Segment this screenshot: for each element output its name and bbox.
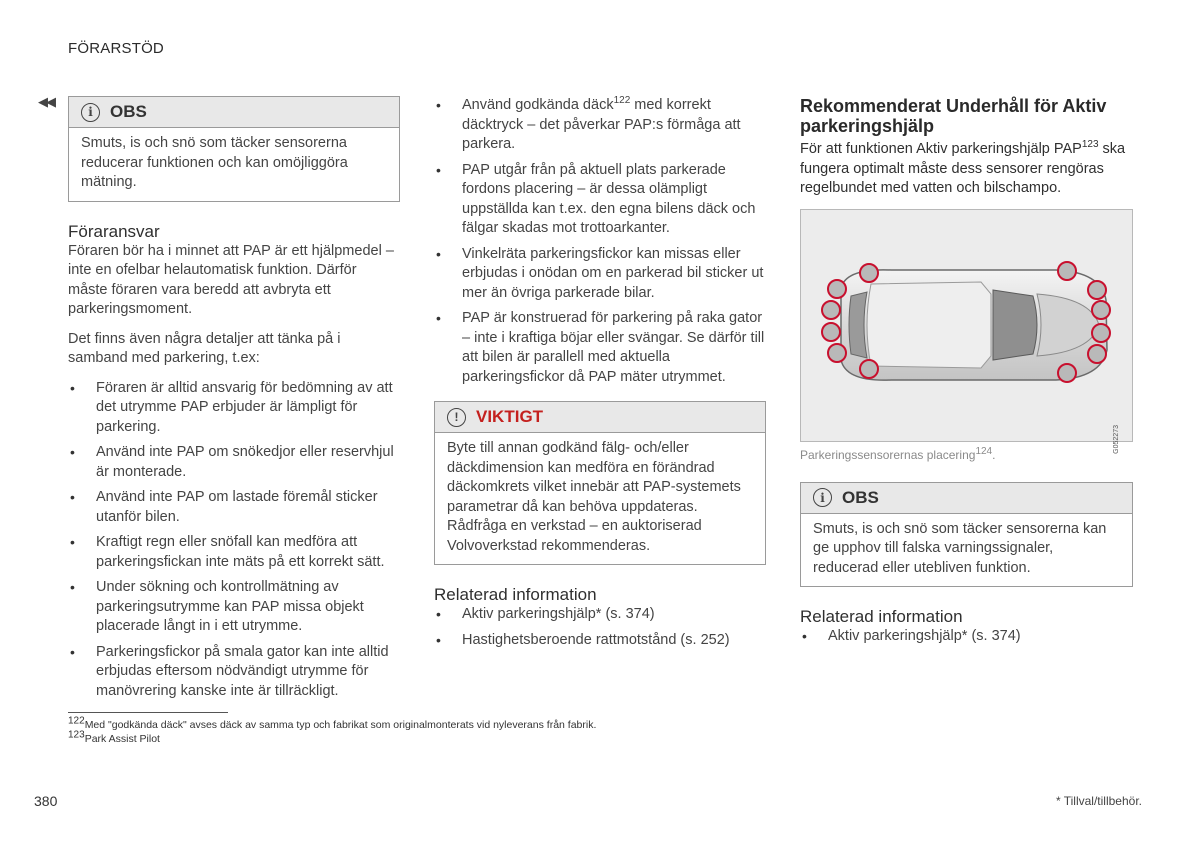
page-number: 380 <box>34 793 58 809</box>
footnote-number: 122 <box>68 715 85 727</box>
caption-text: Parkeringssensorernas placering <box>800 447 976 462</box>
sensor-ring <box>822 323 840 341</box>
info-icon: i <box>81 103 100 122</box>
list-item-text: Använd godkända däck <box>462 97 614 113</box>
obs-title: OBS <box>110 102 147 121</box>
related-info-heading: Relaterad information <box>434 585 597 604</box>
list-item: • Under sökning och kontrollmätning av parkeringsutrymme kan PAP missa objekt placerade långt in i ett utrymme. <box>68 578 400 637</box>
list-item: • Använd inte PAP om snökedjor eller reservhjul är monterade. <box>68 443 400 482</box>
list-item-text: med korrekt däcktryck – det påverkar PAP:s förmåga att parkera. <box>462 97 741 152</box>
paragraph: Föraren bör ha i minnet att PAP är ett hjälpmedel – inte en ofelbar helautomatisk funktion. Därför måste föraren vara beredd att avbryta ett parkeringsmoment. <box>68 242 394 317</box>
warning-notice-header <box>435 402 765 433</box>
figure-code: G052273 <box>1113 424 1120 454</box>
info-icon: i <box>813 488 832 507</box>
footnote-ref-122[interactable]: 122 <box>613 95 631 107</box>
footnote-123 <box>68 729 160 745</box>
sensor-ring <box>1058 262 1076 280</box>
footnote-ref-123[interactable]: 123 <box>1081 139 1099 151</box>
intro-paragraph <box>800 140 1133 199</box>
maintenance-heading: Rekommenderat Underhåll för Aktiv parkeringshjälp <box>800 96 1107 136</box>
sensor-ring <box>828 280 846 298</box>
car-rear-window <box>849 292 867 358</box>
figure-caption <box>800 445 1133 462</box>
warning-title: VIKTIGT <box>476 407 544 426</box>
section-heading-foraransvar: Föraransvar <box>68 221 160 241</box>
bullet-list <box>434 96 766 387</box>
sensor-ring <box>1092 301 1110 319</box>
list-item: • PAP utgår från på aktuell plats parkerade fordons placering – är dessa olämpligt uppställda kan t.ex. den egna bilens däck och fälgar skadas mot trottoarkanter. <box>434 161 766 239</box>
column-middle <box>434 96 766 656</box>
sensor-ring <box>1058 364 1076 382</box>
list-item: • Kraftigt regn eller snöfall kan medföra att parkeringsfickan inte mäts på ett korrekt sätt. <box>68 533 400 572</box>
exclamation-icon: ! <box>447 408 466 427</box>
obs-notice-header <box>801 483 1132 514</box>
footer-note: * Tillval/tillbehör. <box>1055 794 1142 808</box>
obs-notice <box>800 482 1133 588</box>
footnote-ref-124[interactable]: 124 <box>975 445 993 457</box>
related-info-heading: Relaterad information <box>800 607 963 626</box>
obs-notice <box>68 96 400 202</box>
obs-notice-header <box>69 97 399 128</box>
list-item: • Föraren är alltid ansvarig för bedömning av att det utrymme PAP erbjuder är lämpligt för parkering. <box>68 379 400 438</box>
list-item: • Använd inte PAP om lastade föremål sticker utanför bilen. <box>68 488 400 527</box>
footnote-text: Med "godkända däck" avses däck av samma typ och fabrikat som originalmonterats vid nyleverans från fabrik. <box>84 719 597 731</box>
list-item: • Parkeringsfickor på smala gator kan inte alltid erbjudas eftersom nödvändigt utrymme för manövrering kanske inte är tillräckligt. <box>68 643 400 702</box>
obs-text: Smuts, is och snö som täcker sensorerna kan ge upphov till falska varningssignaler, reducerad eller utebliven funktion. <box>813 520 1107 576</box>
obs-text: Smuts, is och snö som täcker sensorerna reducerar funktionen och kan omöjliggöra mätning. <box>81 135 348 190</box>
sensor-ring <box>822 301 840 319</box>
sensor-ring <box>1088 345 1106 363</box>
obs-title: OBS <box>842 487 879 507</box>
column-left <box>68 96 400 707</box>
related-link[interactable]: • Aktiv parkeringshjälp* (s. 374) <box>800 627 1133 647</box>
footnote-text: Park Assist Pilot <box>84 733 160 745</box>
list-item <box>434 96 766 155</box>
footnote-number: 123 <box>68 729 85 741</box>
warning-text: Byte till annan godkänd fälg- och/eller däckdimension kan medföra en förändrad däckomkrets vilket innebär att PAP-systemets parametrar då kan behöva uppdateras. Rådfråga en verkstad – en auktoriserad Volvoverkstad rekommenderas. <box>447 440 741 554</box>
paragraph: Det finns även några detaljer att tänka på i samband med parkering, t.ex: <box>68 330 341 366</box>
list-item: • Vinkelräta parkeringsfickor kan missas eller erbjudas i onödan om en parkerad bil sticker ut mer än övriga parkerade bilar. <box>434 245 766 304</box>
related-link[interactable]: • Hastighetsberoende rattmotstånd (s. 252) <box>434 631 766 651</box>
intro-text: ska fungera optimalt måste dess sensorer rengöras regelbundet med vatten och bilschampo. <box>800 141 1126 196</box>
column-right <box>800 96 1133 653</box>
related-links <box>800 627 1133 647</box>
car-top-view-illustration <box>801 210 1132 441</box>
related-link[interactable]: • Aktiv parkeringshjälp* (s. 374) <box>434 605 766 625</box>
back-arrow-icon[interactable]: ◀◀ <box>38 94 54 109</box>
footnote-122 <box>68 715 597 731</box>
car-windshield <box>993 290 1037 360</box>
section-header: FÖRARSTÖD <box>68 40 164 57</box>
footnote-divider <box>68 712 228 713</box>
sensor-ring <box>860 264 878 282</box>
intro-text: För att funktionen Aktiv parkeringshjälp PAP <box>800 141 1082 157</box>
sensor-ring <box>1092 324 1110 342</box>
bullet-list <box>68 379 400 702</box>
sensor-ring <box>860 360 878 378</box>
caption-text: . <box>992 447 996 462</box>
sensor-ring <box>1088 281 1106 299</box>
related-links <box>434 605 766 650</box>
warning-notice <box>434 401 766 565</box>
list-item: • PAP är konstruerad för parkering på raka gator – inte i kraftiga böjar eller svängar. Se därför till att bilen är parallell med aktuella parkeringsfickor då PAP mäter utrymmet. <box>434 309 766 387</box>
car-roof <box>867 282 991 368</box>
sensor-ring <box>828 344 846 362</box>
